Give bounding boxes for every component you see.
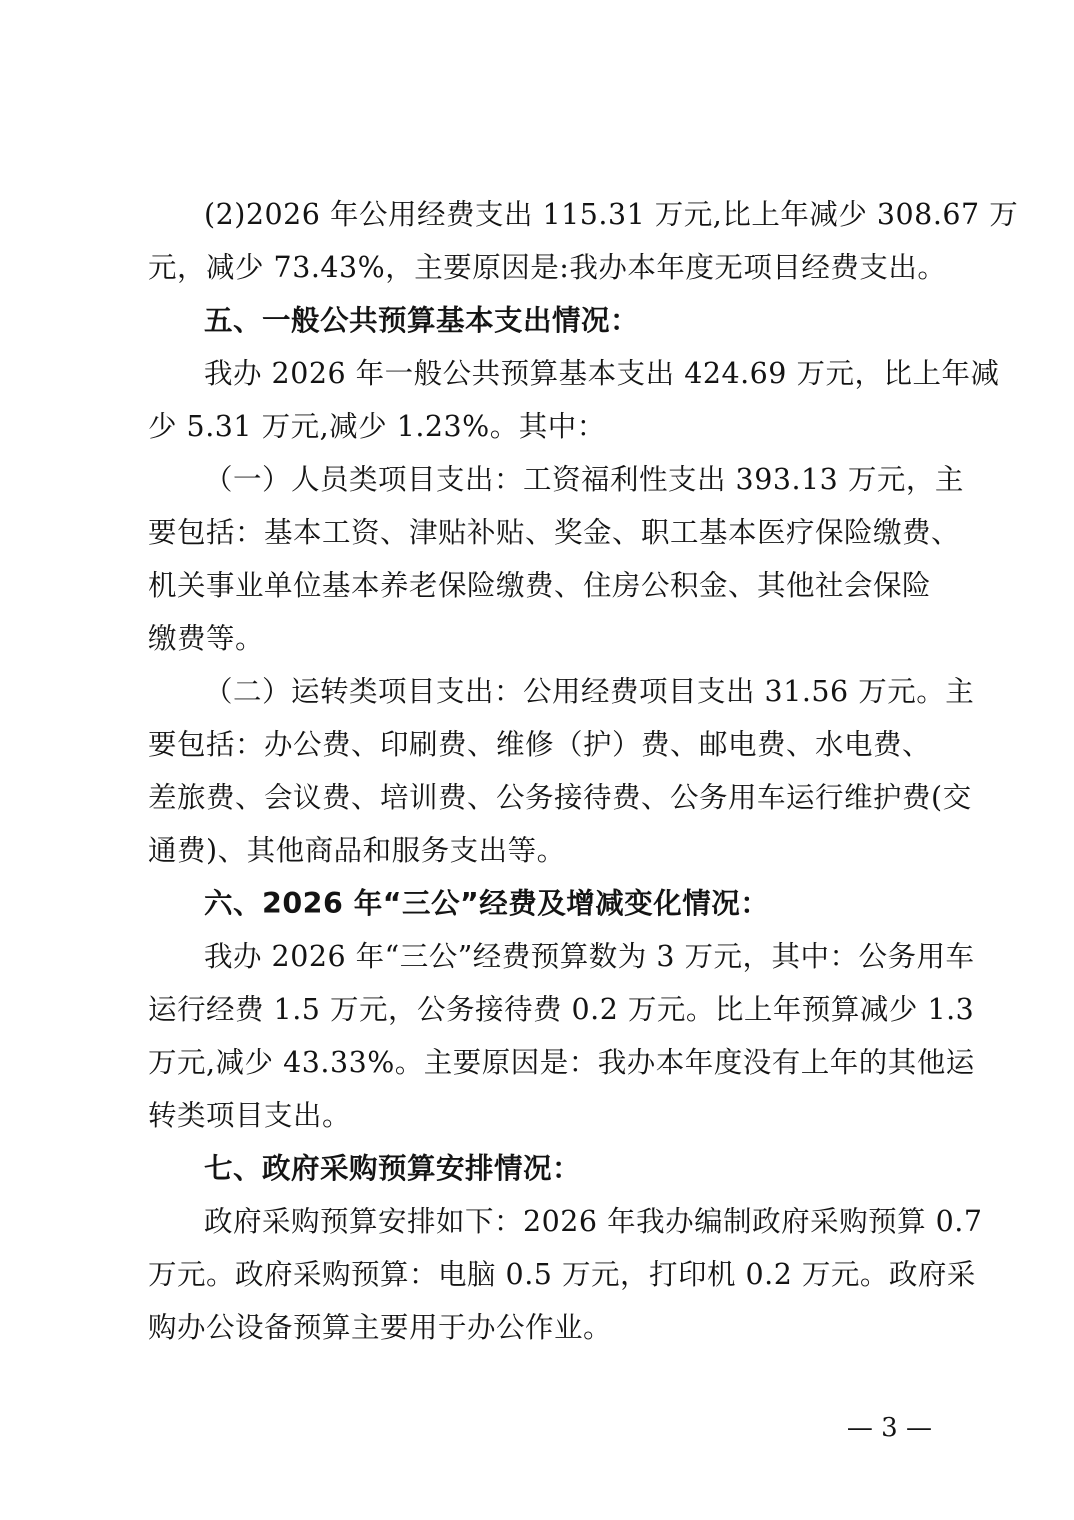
paragraph-line: 缴费等。 <box>148 622 265 655</box>
paragraph-line: 要包括：基本工资、津贴补贴、奖金、职工基本医疗保险缴费、 <box>148 516 961 549</box>
paragraph-line: 购办公设备预算主要用于办公作业。 <box>148 1311 613 1344</box>
paragraph-line: 政府采购预算安排如下：2026 年我办编制政府采购预算 0.7 <box>204 1205 983 1238</box>
paragraph-line: （二）运转类项目支出：公用经费项目支出 31.56 万元。主 <box>204 675 975 708</box>
section-heading-5: 五、一般公共预算基本支出情况： <box>204 304 640 337</box>
paragraph-line: 万元,减少 43.33%。主要原因是：我办本年度没有上年的其他运 <box>148 1046 975 1079</box>
paragraph-line: 元，减少 73.43%，主要原因是:我办本年度无项目经费支出。 <box>148 251 947 284</box>
section-heading-6: 六、2026 年“三公”经费及增减变化情况： <box>204 887 770 920</box>
paragraph-line: （一）人员类项目支出：工资福利性支出 393.13 万元，主 <box>204 463 964 496</box>
paragraph-line: 转类项目支出。 <box>148 1099 352 1132</box>
paragraph-line: 万元。政府采购预算：电脑 0.5 万元，打印机 0.2 万元。政府采 <box>148 1258 976 1291</box>
paragraph-line: 差旅费、会议费、培训费、公务接待费、公务用车运行维护费(交 <box>148 781 972 814</box>
paragraph-line: 通费)、其他商品和服务支出等。 <box>148 834 566 867</box>
paragraph-line: 机关事业单位基本养老保险缴费、住房公积金、其他社会保险 <box>148 569 932 602</box>
page-number: — 3 — <box>846 1413 932 1443</box>
paragraph-line: 少 5.31 万元,减少 1.23%。其中： <box>148 410 606 443</box>
paragraph-line: 我办 2026 年一般公共预算基本支出 424.69 万元，比上年减 <box>204 357 1000 390</box>
paragraph-line: 运行经费 1.5 万元，公务接待费 0.2 万元。比上年预算减少 1.3 <box>148 993 975 1026</box>
paragraph-line: (2)2026 年公用经费支出 115.31 万元,比上年减少 308.67 万 <box>204 198 1019 231</box>
paragraph-line: 我办 2026 年“三公”经费预算数为 3 万元，其中：公务用车 <box>204 940 975 973</box>
section-heading-7: 七、政府采购预算安排情况： <box>204 1152 582 1185</box>
paragraph-line: 要包括：办公费、印刷费、维修（护）费、邮电费、水电费、 <box>148 728 932 761</box>
